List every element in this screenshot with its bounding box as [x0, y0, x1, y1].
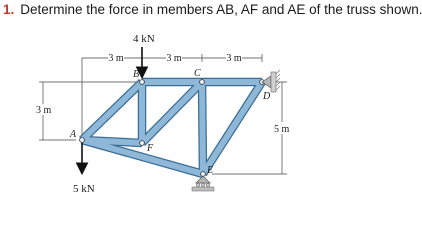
joint-C-pin [200, 80, 205, 85]
roller-support-E [192, 176, 214, 191]
pin-support-D [262, 70, 280, 92]
joint-A-pin [80, 138, 85, 143]
problem-text: Determine the force in members AB, AF and AE of the truss shown. [20, 2, 422, 17]
joint-F-pin [140, 141, 145, 146]
joint-B-label: B [133, 69, 140, 80]
dim-right-height-label: 5 m [274, 124, 290, 135]
joint-A-label: A [70, 129, 77, 140]
dim-span-3-label: 3 m [226, 53, 242, 64]
problem-number: 1. [3, 2, 15, 17]
truss-members [82, 82, 262, 174]
joint-B-pin [140, 80, 145, 85]
dim-left-height-label: 3 m [36, 105, 52, 116]
load-bottom-label: 5 kN [73, 183, 95, 195]
joint-C-label: C [194, 68, 201, 79]
joint-E-label: E [207, 165, 214, 176]
joint-F-label: F [147, 143, 154, 154]
dim-span-2-label: 3 m [166, 53, 182, 64]
dim-span-1-label: 3 m [108, 53, 124, 64]
load-top-label: 4 kN [133, 33, 155, 45]
joint-D-label: D [263, 91, 271, 102]
